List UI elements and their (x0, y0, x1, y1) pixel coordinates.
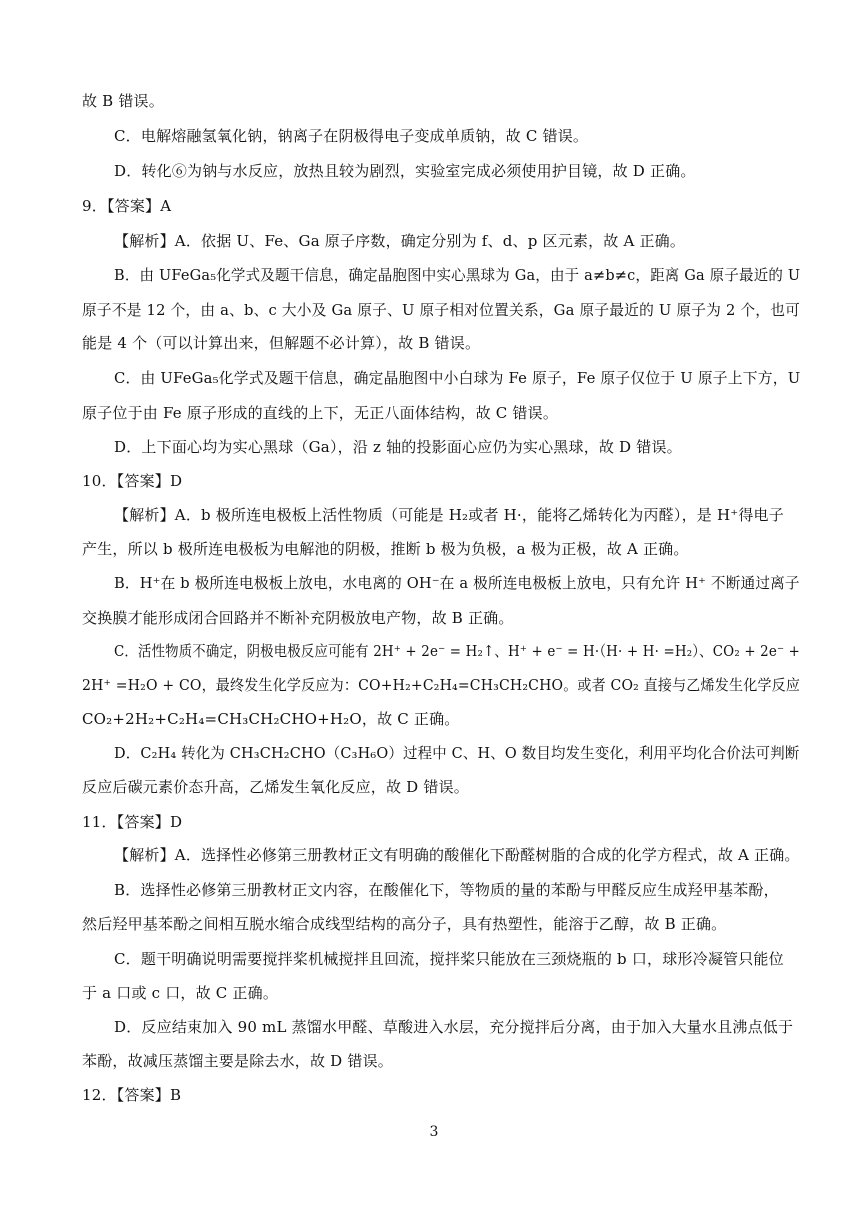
text-line: B．H⁺在 b 极所连电极板上放电，水电离的 OH⁻在 a 极所连电极板上放电，只有允许 H⁺ 不断通过离子 (114, 574, 800, 592)
text-line: CO₂+2H₂+C₂H₄=CH₃CH₂CHO+H₂O，故 C 正确。 (82, 710, 460, 728)
text-line: 能是 4 个（可以计算出来，但解题不必计算），故 B 错误。 (82, 334, 481, 352)
answer-heading: 9．【答案】A (82, 197, 172, 215)
text-line: 原子不是 12 个，由 a、b、c 大小及 Ga 原子、U 原子相对位置关系，Ga 原子最近的 U 原子为 2 个，也可 (82, 301, 801, 319)
text-line: C．活性物质不确定，阴极电极反应可能有 2H⁺ + 2e⁻ = H₂↑、H⁺ + e⁻ = H·（H· + H· =H₂）、CO₂ + 2e⁻ + (114, 642, 801, 660)
text-line: 【解析】A．依据 U、Fe、Ga 原子序数，确定分别为 f、d、p 区元素，故 A 正确。 (114, 232, 686, 250)
text-line: 产生，所以 b 极所连电极板为电解池的阴极，推断 b 极为负极，a 极为正极，故 A 正确。 (82, 540, 689, 558)
text-line: 原子位于由 Fe 原子形成的直线的上下，无正八面体结构，故 C 错误。 (82, 404, 559, 422)
text-line: D．反应结束加入 90 mL 蒸馏水甲醛、草酸进入水层，充分搅拌后分离，由于加入大量水且沸点低于 (114, 1018, 794, 1036)
text-line: D．C₂H₄ 转化为 CH₃CH₂CHO（C₃H₆O）过程中 C、H、O 数目均发生变化，利用平均化合价法可判断 (114, 744, 800, 762)
page-number: 3 (429, 1124, 439, 1140)
answer-heading: 11．【答案】D (82, 813, 183, 831)
text-line: B．由 UFeGa₅化学式及题干信息，确定晶胞图中实心黑球为 Ga，由于 a≠b≠c，距离 Ga 原子最近的 U (114, 266, 801, 284)
text-line: D．上下面心均为实心黑球（Ga），沿 z 轴的投影面心应仍为实心黑球，故 D 错误。 (114, 438, 682, 456)
text-line: D．转化⑥为钠与水反应，放热且较为剧烈，实验室完成必须使用护目镜，故 D 正确。 (114, 162, 696, 180)
answer-heading: 12．【答案】B (82, 1086, 182, 1104)
text-line: 2H⁺ =H₂O + CO，最终发生化学反应为：CO+H₂+C₂H₄=CH₃CH₂CHO。或者 CO₂ 直接与乙烯发生化学反应 (82, 676, 801, 694)
text-line: B．选择性必修第三册教材正文内容，在酸催化下，等物质的量的苯酚与甲醛反应生成羟甲基苯酚， (114, 881, 779, 899)
text-line: 然后羟甲基苯酚之间相互脱水缩合成线型结构的高分子，具有热塑性，能溶于乙醇，故 B 正确。 (82, 915, 727, 933)
text-line: C．电解熔融氢氧化钠，钠离子在阴极得电子变成单质钠，故 C 错误。 (114, 127, 589, 145)
text-line: C．题干明确说明需要搅拌桨机械搅拌且回流，搅拌桨只能放在三颈烧瓶的 b 口，球形冷凝管只能位 (114, 950, 784, 968)
text-line: 故 B 错误。 (82, 92, 164, 110)
text-line: 于 a 口或 c 口，故 C 正确。 (82, 984, 279, 1002)
answer-heading: 10．【答案】D (82, 472, 183, 490)
text-line: 【解析】A．b 极所连电极板上活性物质（可能是 H₂或者 H·，能将乙烯转化为丙醛），是 H⁺得电子 (114, 506, 784, 524)
text-line: C．由 UFeGa₅化学式及题干信息，确定晶胞图中小白球为 Fe 原子，Fe 原子仅位于 U 原子上下方，U (114, 369, 801, 387)
text-line: 苯酚，故减压蒸馏主要是除去水，故 D 错误。 (82, 1052, 393, 1070)
text-line: 反应后碳元素价态升高，乙烯发生氧化反应，故 D 错误。 (82, 778, 469, 796)
text-line: 交换膜才能形成闭合回路并不断补充阴极放电产物，故 B 正确。 (82, 609, 514, 627)
text-line: 【解析】A．选择性必修第三册教材正文有明确的酸催化下酚醛树脂的合成的化学方程式，故 A 正确。 (114, 846, 800, 864)
